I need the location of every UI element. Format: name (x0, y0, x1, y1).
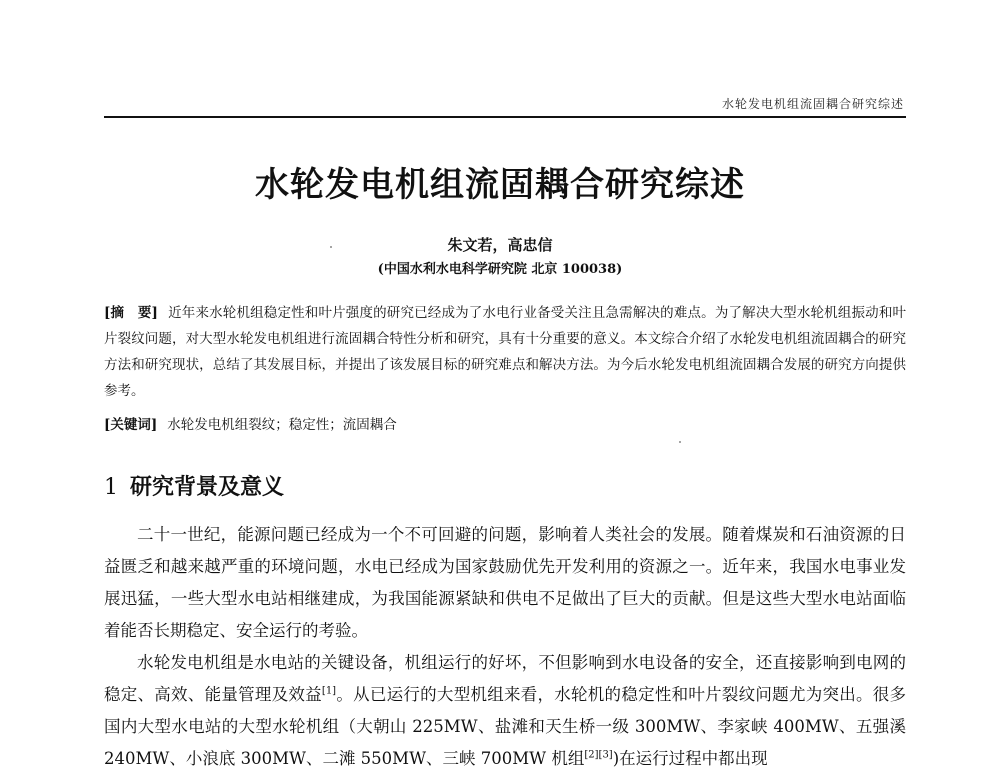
paragraph-2-part-b: 。从已运行的大型机组来看，水轮机的稳定性和叶片裂纹问题尤为突出。很多国内大型水电站的大型水轮机组（大朝山 225MW、盐滩和天生桥一级 300MW、李家峡 400MW、五强溪 240MW、小浪底 300MW、二滩 550MW、三峡 700MW 机组 (104, 685, 907, 768)
abstract-label: [摘 要] (104, 305, 158, 321)
keywords-text: 水轮发电机组裂纹；稳定性；流固耦合 (167, 417, 397, 433)
keywords-label: [关键词] (104, 417, 158, 433)
affiliation: (中国水利水电科学研究院 北京 100038) (377, 262, 623, 277)
running-head: 水轮发电机组流固耦合研究综述 (721, 97, 904, 111)
header-rule (104, 116, 906, 118)
authors: 朱文若，高忠信 (447, 236, 553, 254)
section-title: 研究背景及意义 (130, 475, 285, 500)
paper-title: 水轮发电机组流固耦合研究综述 (255, 165, 745, 205)
body-text (104, 519, 906, 775)
scan-speck (679, 441, 681, 443)
keywords (104, 412, 906, 438)
section-heading (104, 470, 284, 501)
paragraph-2 (104, 647, 906, 775)
paragraph-1: 二十一世纪，能源问题已经成为一个不可回避的问题，影响着人类社会的发展。随着煤炭和石油资源的日益匮乏和越来越严重的环境问题，水电已经成为国家鼓励优先开发利用的资源之一。近年来，我国水电事业发展迅猛，一些大型水电站相继建成，为我国能源紧缺和供电不足做出了巨大的贡献。但是这些大型水电站面临着能否长期稳定、安全运行的考验。 (104, 525, 906, 640)
section-number: 1 (104, 475, 118, 500)
paragraph-2-part-a: 水轮发电机组是水电站的关键设备，机组运行的好坏，不但影响到水电设备的安全，还直接影响到电网的稳定、高效、能量管理及效益 (104, 653, 906, 704)
citation-1: [1] (321, 685, 337, 697)
citation-2: [2][3] (584, 749, 613, 761)
scan-speck (330, 246, 332, 248)
paragraph-2-part-c: )在运行过程中都出现 (612, 749, 768, 768)
abstract (104, 300, 906, 404)
abstract-text: 近年来水轮机组稳定性和叶片强度的研究已经成为了水电行业备受关注且急需解决的难点。为了解决大型水轮机组振动和叶片裂纹问题，对大型水轮发电机组进行流固耦合特性分析和研究，具有十分重要的意义。本文综合介绍了水轮发电机组流固耦合的研究方法和研究现状，总结了其发展目标，并提出了该发展目标的研究难点和解决方法。为今后水轮发电机组流固耦合发展的研究方向提供参考。 (104, 305, 906, 399)
